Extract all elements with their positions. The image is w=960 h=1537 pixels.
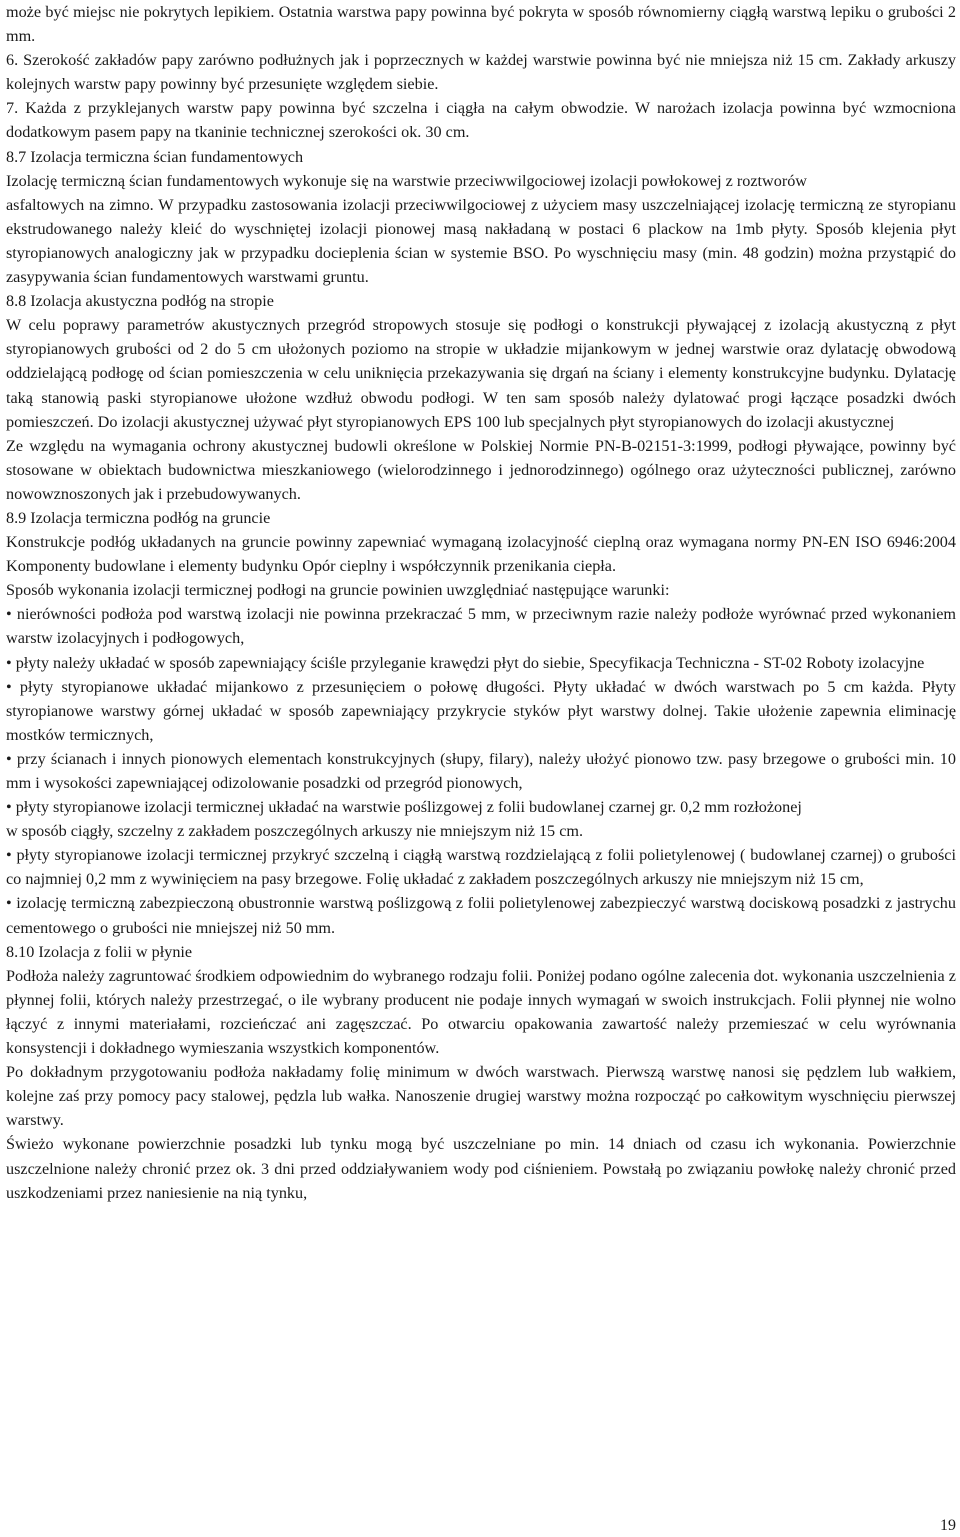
paragraph-liquid-foil-primer: Podłoża należy zagruntować środkiem odpowiednim do wybranego rodzaju folii. Poniżej podano ogólne zalecenia dot. wykonania uszczelnienia z płynnej folii, których należy przestrzegać, o ile wybrany producent nie podaje innych wymagań w swoich instrukcjach. Folii płynnej nie wolno łączyć z innymi materiałami, rozcieńczać ani zagęszczać. Po otwarciu opakowania zawartość należy przemieszać w celu wyrównania konsystencji i dokładnego wymieszania wszystkich komponentów. (6, 966, 956, 1058)
section-heading-8-8: 8.8 Izolacja akustyczna podłóg na stropie (6, 292, 274, 311)
paragraph-ground-floor-conditions: Sposób wykonania izolacji termicznej podłogi na gruncie powinien uwzględniać następujące warunki: (6, 581, 670, 600)
paragraph-lepik-layer: może być miejsc nie pokrytych lepikiem. Ostatnia warstwa papy powinna być pokryta w sposób równomierny ciągłą warstwą lepiku o grubości 2 mm. (6, 3, 956, 46)
list-item-staggered-boards: • płyty styropianowe układać mijankowo z przesunięciem o połowę długości. Płyty układać w dwóch warstwach po 5 cm każda. Płyty styropianowe warstwy górnej układać w sposób zapewniający przykrycie styków płyt warstwy dolnej. Takie ułożenie zapewnia eliminację mostków termicznych, (6, 677, 956, 744)
paragraph-ground-floor-norm: Konstrukcje podłóg układanych na gruncie powinny zapewniać wymaganą izolacyjność cieplną oraz wymagana normy PN-EN ISO 6946:2004 Komponenty budowlane i elementy budynku Opór cieplny i współczynnik przenikania ciepła. (6, 533, 956, 576)
document-page (6, 0, 956, 1205)
section-heading-8-9: 8.9 Izolacja termiczna podłóg na gruncie (6, 508, 271, 527)
paragraph-liquid-foil-application: Po dokładnym przygotowaniu podłoża nakładamy folię minimum w dwóch warstwach. Pierwszą warstwę nanosi się pędzlem lub wałkiem, kolejne zaś przy pomocy pacy stalowej, pędzla lub wałka. Nanoszenie drugiej warstwy można rozpocząć po całkowitym wyschnięciu pierwszej warstwy. (6, 1063, 956, 1130)
paragraph-sliding-layer-continued: w sposób ciągły, szczelny z zakładem poszczególnych arkuszy nie mniejszym niż 15 cm. (6, 822, 584, 841)
paragraph-point-7: 7. Każda z przyklejanych warstw papy powinna być szczelna i ciągła na całym obwodzie. W narożach izolacja powinna być wzmocniona dodatkowym pasem papy na tkaninie technicznej szerokości ok. 30 cm. (6, 99, 956, 142)
paragraph-liquid-foil-curing: Świeżo wykonane powierzchnie posadzki lub tynku mogą być uszczelniane po min. 14 dniach od czasu ich wykonania. Powierzchnie uszczelnione należy chronić przez ok. 3 dni przed oddziaływaniem wody pod ciśnieniem. Powstałą po związaniu powłokę należy chronić przed uszkodzeniami przez naniesienie na nią tynku, (6, 1135, 956, 1202)
list-item-board-fit: • płyty należy układać w sposób zapewniający ściśle przyleganie krawędzi płyt do siebie, Specyfikacja Techniczna - ST-02 Roboty izolacyjne (6, 653, 925, 672)
list-item-separating-layer: • płyty styropianowe izolacji termicznej przykryć szczelną i ciągłą warstwą rozdzielającą z folii polietylenowej ( budowlanej czarnej) o grubości co najmniej 0,2 mm z wywinięciem na pasy brzegowe. Folię układać z zakładem poszczególnych arkuszy nie mniejszym niż 15 cm, (6, 846, 956, 889)
paragraph-foundation-insulation-body: asfaltowych na zimno. W przypadku zastosowania izolacji przeciwwilgociowej z użyciem masy uszczelniającej izolację termiczną ze styropianu ekstrudowanego należy kleić do wyschniętej izolacji pionowej masą nakładaną w postaci 6 plackow na 1mb płyty. Sposób klejenia płyt styropianowych analogiczny jak w przypadku docieplenia ścian w systemie BSO. Po wyschnięciu masy (min. 48 godzin) można przystąpić do zasypywania ścian fundamentowych warstwami gruntu. (6, 195, 956, 287)
paragraph-foundation-insulation-intro: Izolację termiczną ścian fundamentowych wykonuje się na warstwie przeciwwilgociowej izolacji powłokowej z roztworów (6, 171, 807, 190)
list-item-unevenness: • nierówności podłoża pod warstwą izolacji nie powinna przekraczać 5 mm, w przeciwnym razie należy podłoże wyrównać przed wykonaniem warstw izolacyjnych i podłogowych, (6, 605, 956, 648)
list-item-sliding-layer: • płyty styropianowe izolacji termicznej układać na warstwie poślizgowej z folii budowlanej czarnej gr. 0,2 mm rozłożonej (6, 798, 802, 817)
body-text (6, 0, 956, 1205)
list-item-edge-strips: • przy ścianach i innych pionowych elementach konstrukcyjnych (słupy, filary), należy ułożyć pionowo tzw. pasy brzegowe o grubości min. 10 mm i wysokości zapewniającej odizolowanie posadzki od przegród pionowych, (6, 749, 956, 792)
section-heading-8-10: 8.10 Izolacja z folii w płynie (6, 942, 193, 961)
paragraph-acoustic-insulation: W celu poprawy parametrów akustycznych przegród stropowych stosuje się podłogi o konstrukcji pływającej z izolacją akustyczną z płyt styropianowych grubości od 2 do 5 cm ułożonych poziomo na stropie w układzie mijankowym w jednej warstwie oraz dylatację obwodową oddzielającą podłogę od ścian pomieszczenia w celu uniknięcia przekazywania się drgań na ściany i elementy konstrukcyjne budynku. Dylatację taką stanowią paski styropianowe ułożone wzdłuż obwodu podłogi. W ten sam sposób należy dylatować progi łączące posadzki dwóch pomieszczeń. Do izolacji akustycznej używać płyt styropianowych EPS 100 lub specjalnych płyt styropianowych do izolacji akustycznej (6, 316, 956, 431)
list-item-screed-layer: • izolację termiczną zabezpieczoną obustronnie warstwą poślizgową z folii polietylenowej zabezpieczyć warstwą dociskową posadzki z jastrychu cementowego o grubości nie mniejszej niż 50 mm. (6, 894, 956, 937)
paragraph-acoustic-norm: Ze względu na wymagania ochrony akustycznej budowli określone w Polskiej Normie PN-B-02151-3:1999, podłogi pływające, powinny być stosowane w obiektach budownictwa mieszkaniowego (wielorodzinnego i jednorodzinnego) ogólnego oraz użyteczności publicznej, zarówno nowowznoszonych jak i przebudowywanych. (6, 436, 956, 503)
section-heading-8-7: 8.7 Izolacja termiczna ścian fundamentowych (6, 147, 304, 166)
paragraph-point-6: 6. Szerokość zakładów papy zarówno podłużnych jak i poprzecznych w każdej warstwie powinna być nie mniejsza niż 15 cm. Zakłady arkuszy kolejnych warstw papy powinny być przesunięte względem siebie. (6, 51, 956, 94)
page-number: 19 (940, 1517, 956, 1534)
